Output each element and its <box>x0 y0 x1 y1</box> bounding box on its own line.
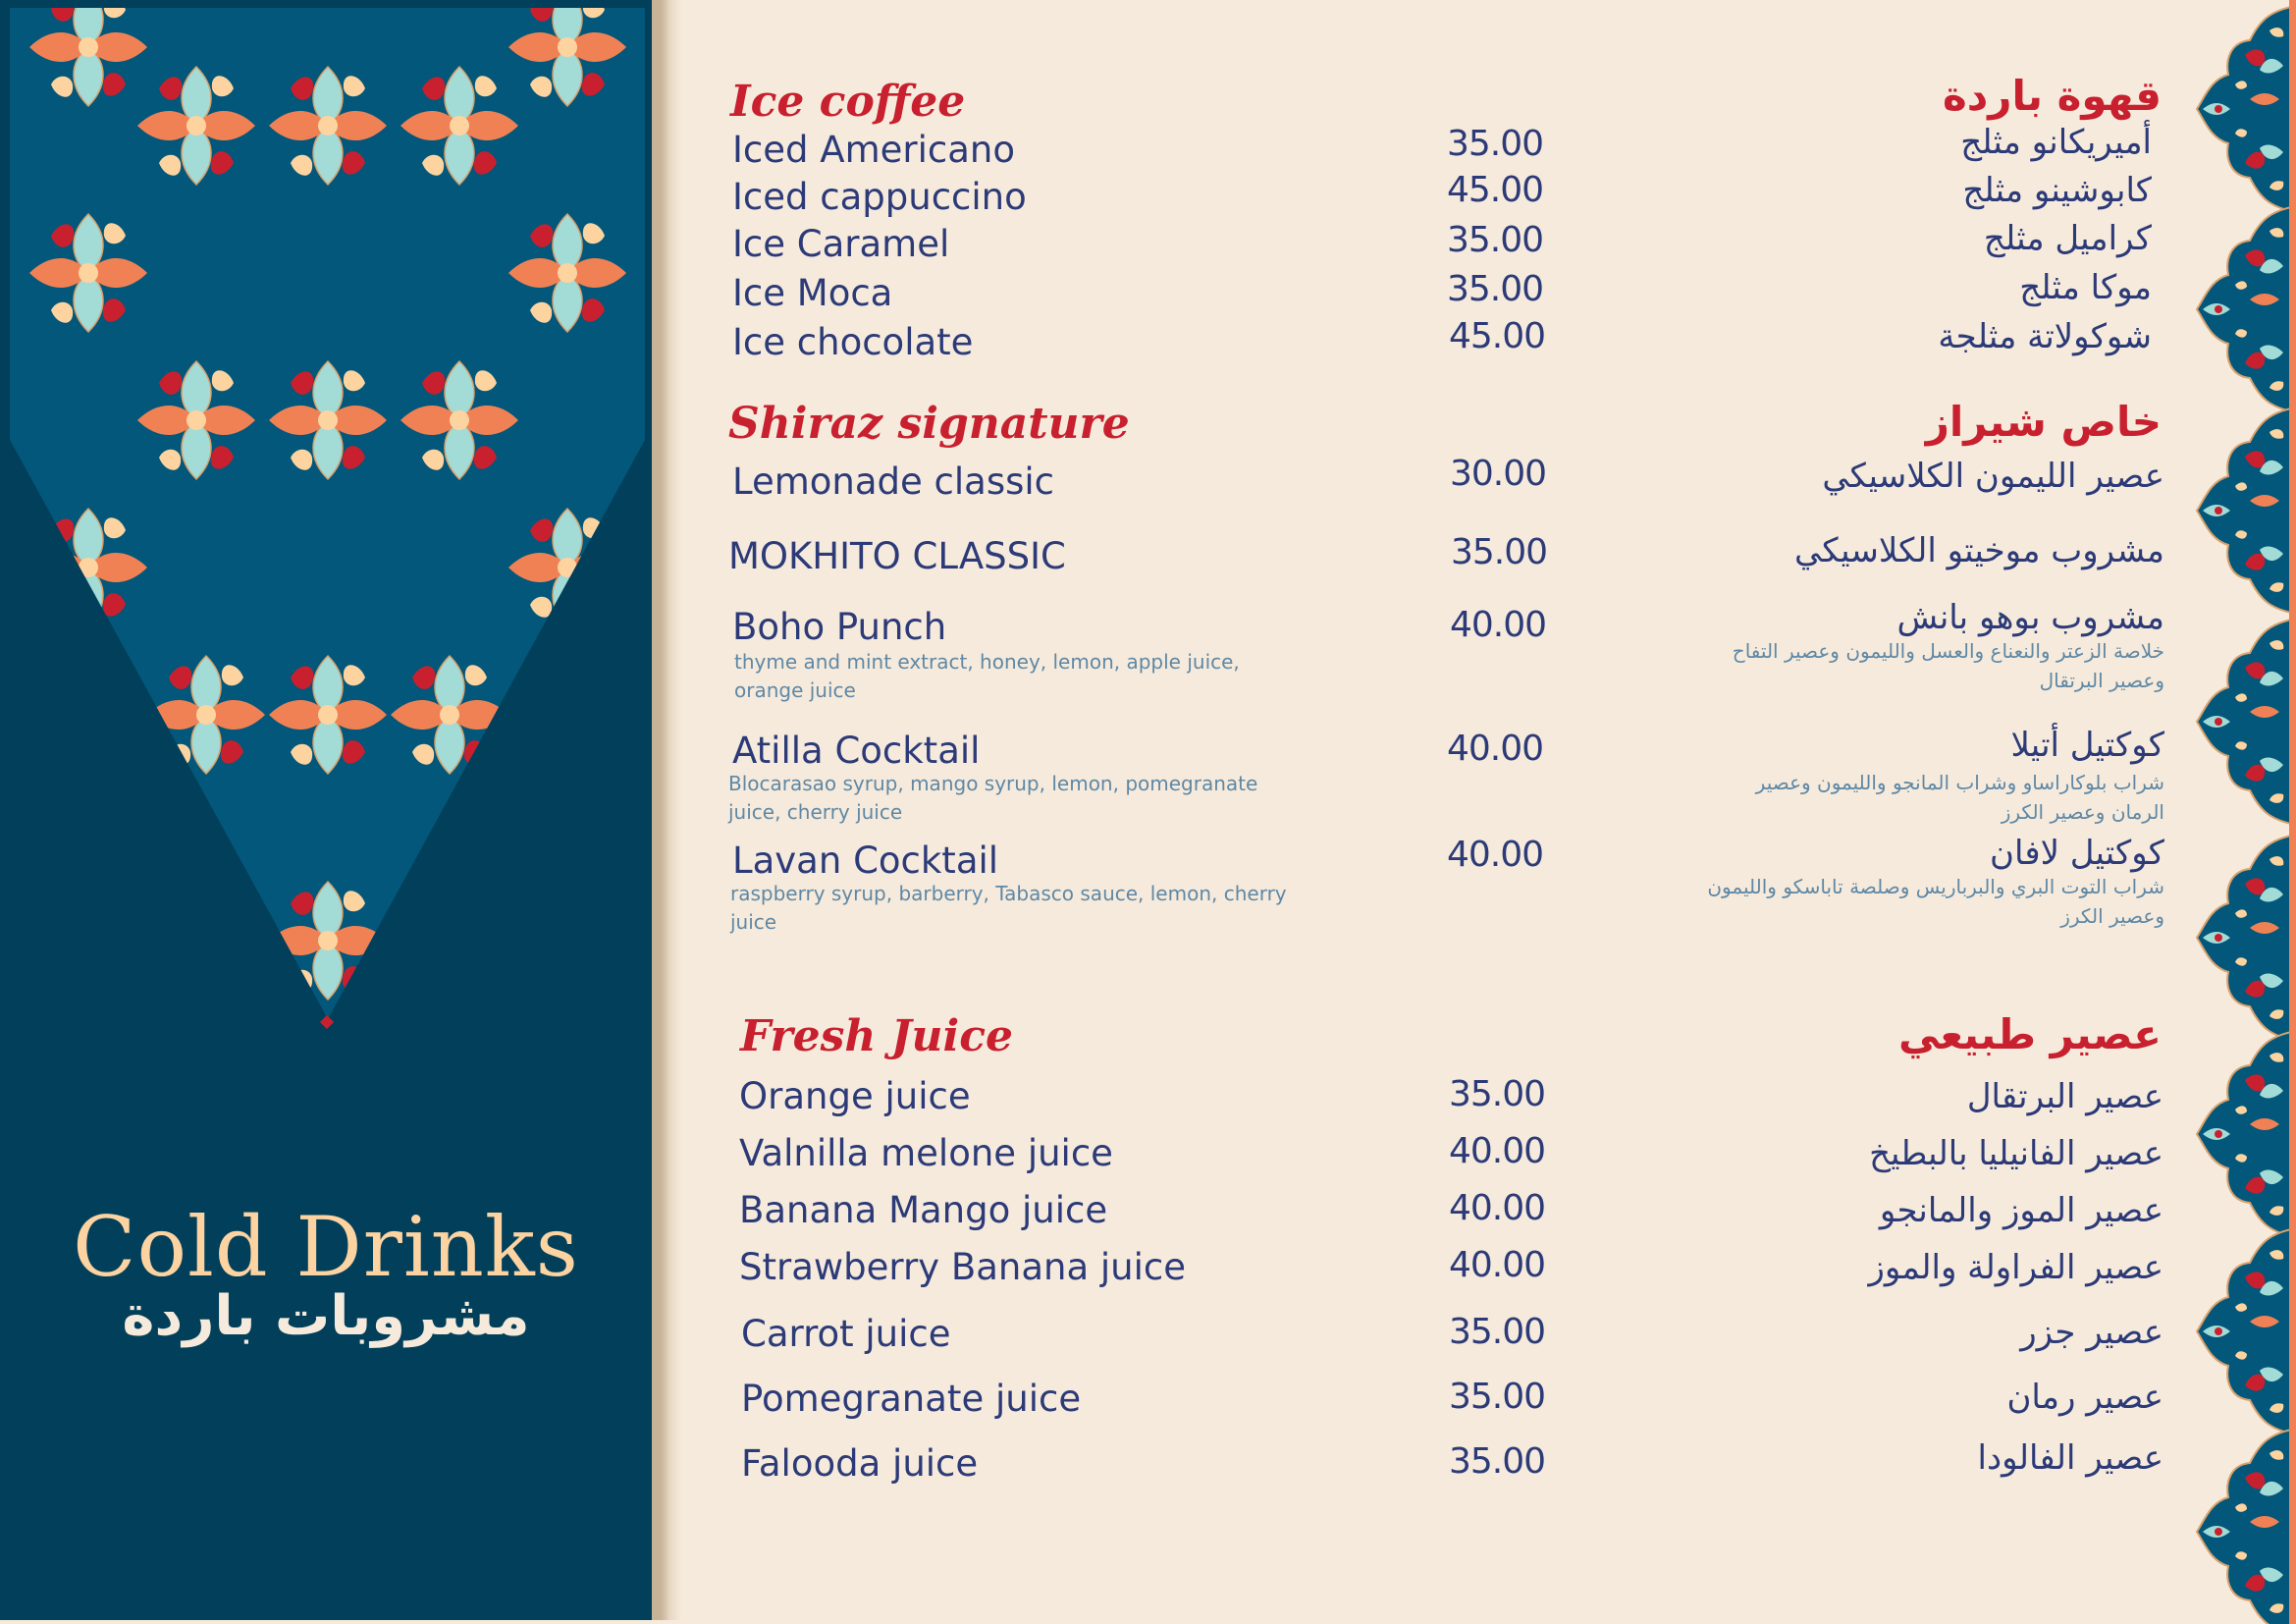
menu-item-price: 35.00 <box>1450 532 1547 572</box>
menu-item-name-arabic: عصير البرتقال <box>1966 1077 2163 1116</box>
menu-item-name-arabic: عصير الليمون الكلاسيكي <box>1822 457 2164 496</box>
menu-item-name: Orange juice <box>739 1075 971 1117</box>
menu-item-price: 35.00 <box>1446 269 1543 309</box>
menu-item-price: 40.00 <box>1448 1131 1545 1171</box>
menu-item-price: 45.00 <box>1446 170 1543 210</box>
menu-item-name-arabic: عصير رمان <box>2006 1378 2163 1417</box>
menu-item-name: Boho Punch <box>732 606 947 648</box>
menu-item-description-arabic: شراب التوت البري والبرباريس وصلصة تاباسكو والليمون وعصير الكرز <box>1707 875 2164 928</box>
menu-item-name-arabic: عصير الفالودا <box>1977 1438 2163 1478</box>
section-title-fresh-juice: Fresh Juice <box>740 1011 1014 1061</box>
menu-item-name-arabic: عصير الفراولة والموز <box>1868 1248 2163 1287</box>
menu-item-price: 40.00 <box>1446 729 1543 769</box>
section-title-ice-coffee-arabic: قهوة باردة <box>1942 72 2162 120</box>
ornamental-border-icon <box>2191 0 2296 1624</box>
menu-item-price: 35.00 <box>1448 1312 1545 1352</box>
section-title-shiraz-signature-arabic: خاص شيراز <box>1925 398 2162 446</box>
arabesque-pattern-icon <box>10 8 645 1029</box>
menu-item-name: Ice Moca <box>732 272 893 314</box>
cover-title-english: Cold Drinks <box>73 1199 579 1295</box>
menu-item-price: 30.00 <box>1449 454 1546 494</box>
menu-item-description-arabic: شراب بلوكاراساو وشراب المانجو والليمون وعصير الرمان وعصير الكرز <box>1755 771 2164 824</box>
menu-item-name-arabic: أميريكانو مثلج <box>1960 123 2152 162</box>
menu-item-price: 45.00 <box>1448 316 1545 356</box>
panel-fold-shadow <box>652 0 681 1620</box>
menu-item-name-arabic: موكا مثلج <box>2019 268 2152 307</box>
menu-item-description: Blocarasao syrup, mango syrup, lemon, pomegranate juice, cherry juice <box>728 772 1258 824</box>
menu-item-name: Lemonade classic <box>732 460 1055 503</box>
menu-item-name-arabic: كراميل مثلج <box>1983 219 2152 258</box>
menu-item-name: Ice chocolate <box>732 321 974 363</box>
menu-item-name-arabic: عصير الفانيليا بالبطيخ <box>1869 1134 2163 1173</box>
menu-item-name: Strawberry Banana juice <box>739 1246 1187 1288</box>
menu-item-name-arabic: مشروب بوهو بانش <box>1896 598 2164 637</box>
cover-panel <box>0 0 652 1620</box>
menu-item-name-arabic: كوكتيل لافان <box>1990 834 2164 873</box>
menu-item-price: 35.00 <box>1446 124 1543 164</box>
menu-item-name-arabic: شوكولاتة مثلجة <box>1938 317 2152 356</box>
menu-item-name: Atilla Cocktail <box>732 730 981 772</box>
section-title-shiraz-signature: Shiraz signature <box>728 399 1130 449</box>
menu-item-name-arabic: كابوشينو مثلج <box>1962 171 2152 210</box>
menu-item-name-arabic: عصير الموز والمانجو <box>1879 1191 2163 1230</box>
section-title-ice-coffee: Ice coffee <box>730 77 966 127</box>
menu-item-name: Iced Americano <box>732 129 1015 171</box>
menu-item-price: 40.00 <box>1446 835 1543 875</box>
cover-title-arabic: مشروبات باردة <box>122 1284 530 1348</box>
menu-item-name: Iced cappuccino <box>732 176 1027 218</box>
menu-item-name-arabic: كوكتيل أتيلا <box>2010 726 2164 765</box>
menu-item-name: MOKHITO CLASSIC <box>728 535 1066 577</box>
menu-item-description: raspberry syrup, barberry, Tabasco sauce, lemon, cherry juice <box>730 882 1287 934</box>
menu-item-name: Valnilla melone juice <box>739 1132 1113 1174</box>
menu-item-price: 40.00 <box>1448 1188 1545 1228</box>
menu-item-price: 35.00 <box>1448 1377 1545 1417</box>
menu-item-price: 35.00 <box>1446 220 1543 260</box>
menu-item-name: Carrot juice <box>741 1313 951 1355</box>
menu-item-price: 35.00 <box>1448 1074 1545 1114</box>
menu-item-description-arabic: خلاصة الزعتر والنعناع والعسل والليمون وعصير التفاح وعصير البرتقال <box>1732 639 2164 692</box>
menu-item-price: 35.00 <box>1448 1441 1545 1482</box>
menu-item-price: 40.00 <box>1448 1245 1545 1285</box>
menu-item-name: Falooda juice <box>741 1442 979 1485</box>
menu-item-name: Banana Mango juice <box>739 1189 1108 1231</box>
menu-item-name: Ice Caramel <box>732 223 950 265</box>
menu-item-name: Pomegranate juice <box>741 1378 1082 1420</box>
menu-item-description: thyme and mint extract, honey, lemon, apple juice, orange juice <box>734 650 1240 702</box>
menu-item-name-arabic: مشروب موخيتو الكلاسيكي <box>1794 531 2164 570</box>
menu-item-name-arabic: عصير جزر <box>2020 1313 2163 1352</box>
menu-item-price: 40.00 <box>1449 605 1546 645</box>
section-title-fresh-juice-arabic: عصير طبيعي <box>1897 1010 2162 1058</box>
menu-item-name: Lavan Cocktail <box>732 839 999 882</box>
